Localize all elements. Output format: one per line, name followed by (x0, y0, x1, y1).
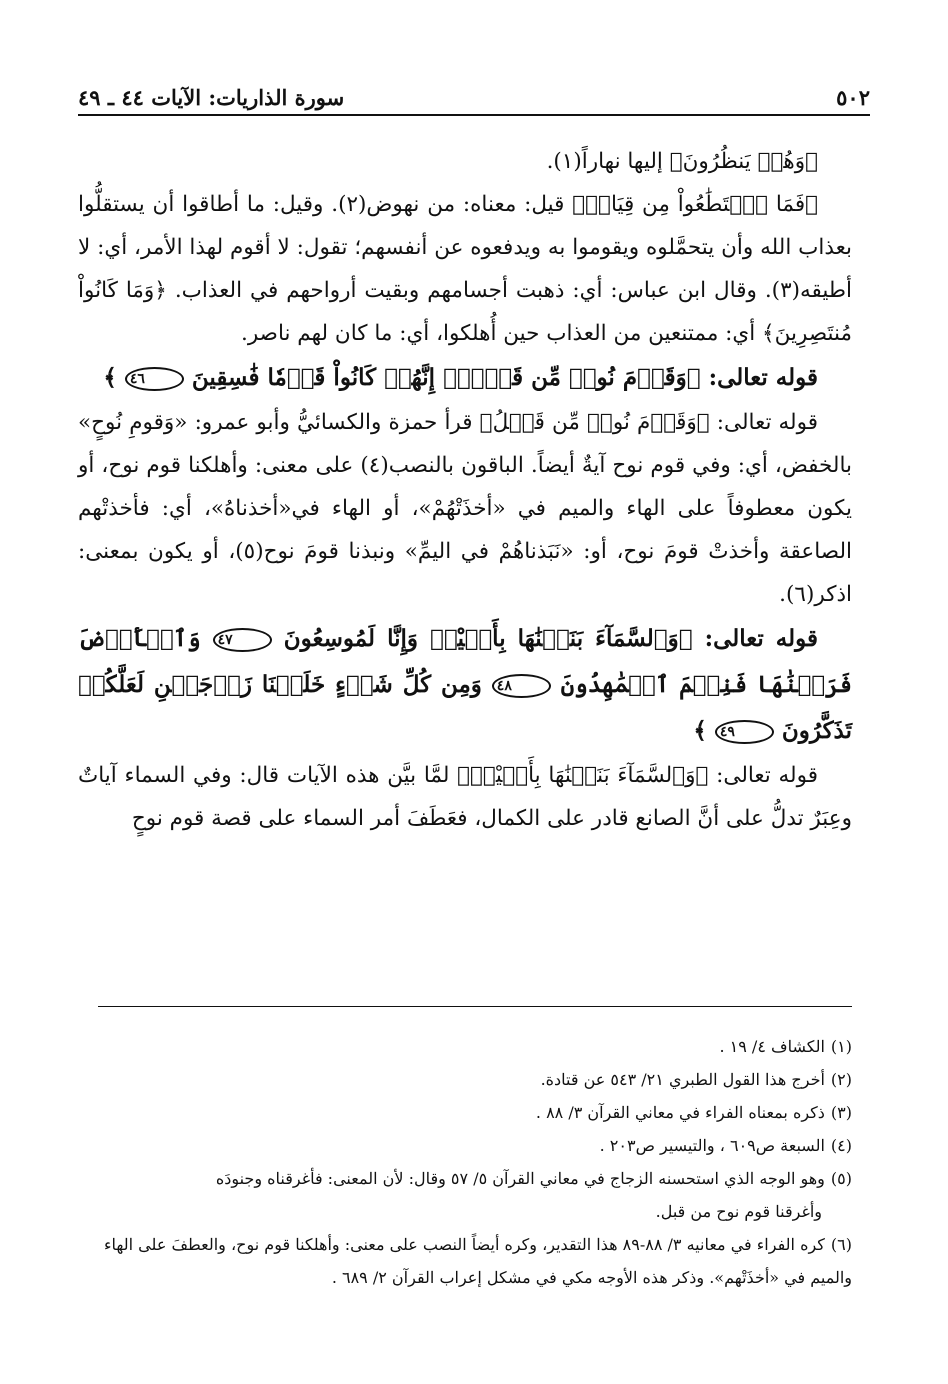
footnote-3 (78, 1096, 852, 1129)
footnotes (78, 1030, 852, 1294)
footnote-text: السبعة ص٦٠٩ ، والتيسير ص٢٠٣ . (599, 1136, 825, 1155)
footnote-number: (٢) (830, 1070, 852, 1089)
paragraph-4: قوله تعالى: ﴿وَٱلسَّمَآءَ بَنَيۡنَٰهَا بِأَيۡيْدٖ﴾ لمَّا بيَّن هذه الآيات قال: وفي السماء آياتٌ وعِبَرٌ تدلُّ على أنَّ الصانع قادر على الكمال، فعَطَفَ أمر السماء على قصة قوم نوحٍ (78, 763, 852, 831)
quran-verse-text: ﴿وَقَوۡمَ نُوحٖ مِّن قَبۡلُۖ إِنَّهُمۡ كَانُواْ قَوۡمٗا فَٰسِقِينَ (191, 364, 701, 391)
footnote-5-continuation: وأغرقنا قوم نوح من قبل. (655, 1202, 822, 1221)
verse-heading-prefix: قوله تعالى: (708, 364, 818, 391)
footnote-text: وهو الوجه الذي استحسنه الزجاج في معاني القرآن ٥/ ٥٧ وقال: لأن المعنى: فأغرقناه وجنودَه (215, 1169, 825, 1188)
footnote-text: الكشاف ٤/ ١٩ . (719, 1037, 825, 1056)
verse-number-marker: ٤٦ (125, 367, 184, 391)
footnote-text: ذكره بمعناه الفراء في معاني القرآن ٣/ ٨٨ . (535, 1103, 825, 1122)
running-title: سورة الذاريات: الآيات ٤٤ ـ ٤٩ (78, 85, 345, 110)
footnote-4 (78, 1129, 852, 1162)
footnote-1 (78, 1030, 852, 1063)
paragraph-3: قوله تعالى: ﴿وَقَوۡمَ نُوحٖ مِّن قَبۡلُ﴾ قرأ حمزة والكسائيُّ وأبو عمرو: «وَقومِ نُوحٍ» بالخفض، أي: وفي قوم نوح آيةٌ أيضاً. الباقون بالنصب(٤) على معنى: وأهلكنا قوم نوح، أو يكون معطوفاً على الهاء والميم في «أخذَتْهُمْ»، أو الهاء في«أخذناهُ»، أي: فأخذتْهم الصاعقة وأخذتْ قومَ نوح، أو: «نَبَذناهُمْ في اليمِّ» ونبذنا قومَ نوح(٥)، أو يكون بمعنى: اذكر(٦). (78, 410, 852, 607)
verse-heading-prefix: قوله تعالى: (704, 625, 819, 652)
verse-number-marker: ٤٨ (492, 674, 551, 698)
footnote-number: (٦) (830, 1235, 852, 1254)
footnote-5 (78, 1162, 852, 1195)
page-number: ٥٠٢ (836, 85, 870, 110)
verse-number-marker: ٤٧ (213, 628, 272, 652)
paragraph-2: ﴿فَمَا ٱسۡتَطَٰعُواْ مِن قِيَامٖ﴾ قيل: معناه: من نهوض(٢). وقيل: ما أطاقوا أن يستقلُّوا بعذاب الله وأن يتحمَّلوه ويقوموا به ويدفعوه عن أنفسهم؛ تقول: لا أقوم لهذا الأمر، أي: لا أطيقه(٣). وقال ابن عباس: أي: ذهبت أجسامهم وبقيت أرواحهم في العذاب. ﴿وَمَا كَانُواْ مُنتَصِرِينَ﴾ أي: ممتنعين من العذاب حين أُهلكوا، أي: ما كان لهم ناصر. (78, 192, 852, 346)
quran-verse-text: ﴿وَٱلسَّمَآءَ بَنَيۡنَٰهَا بِأَيۡيْدٖ وَإِنَّا لَمُوسِعُونَ (283, 625, 693, 652)
quran-verse-text: وَٱلۡأَرۡضَ فَرَشۡنَٰهَا فَنِعۡمَ ٱلۡمَٰهِدُونَ (78, 625, 852, 698)
page-header (78, 72, 870, 110)
footnote-number: (٣) (830, 1103, 852, 1122)
footnote-number: (١) (830, 1037, 852, 1056)
quran-close-bracket: ﴾ (103, 364, 117, 391)
main-text (78, 140, 852, 840)
paragraph-1: ﴿وَهُمۡ يَنظُرُونَ﴾ إليها نهاراً(١). (546, 149, 818, 174)
quran-close-bracket: ﴾ (693, 717, 707, 744)
footnote-number: (٥) (830, 1169, 852, 1188)
header-rule (78, 114, 870, 116)
footnote-rule (98, 1006, 852, 1007)
quran-verse-text: وَمِن كُلِّ شَيۡءٍ خَلَقۡنَا زَوۡجَيۡنِ لَعَلَّكُمۡ تَذَكَّرُونَ (78, 671, 852, 744)
verse-heading-2 (78, 616, 852, 754)
verse-heading-1 (78, 355, 852, 401)
footnote-text: أخرج هذا القول الطبري ٢١/ ٥٤٣ عن قتادة. (540, 1070, 825, 1089)
footnote-number: (٤) (830, 1136, 852, 1155)
verse-number-marker: ٤٩ (715, 720, 774, 744)
footnote-6 (78, 1228, 852, 1294)
footnote-2 (78, 1063, 852, 1096)
footnote-text: كره الفراء في معانيه ٣/ ٨٨-٨٩ هذا التقدير، وكره أيضاً النصب على معنى: وأهلكنا قوم نوح، والعطفَ على الهاء والميم في «أخذَتْهم». وذكر هذه الأوجه مكي في مشكل إعراب القرآن ٢/ ٦٨٩ . (104, 1235, 852, 1287)
